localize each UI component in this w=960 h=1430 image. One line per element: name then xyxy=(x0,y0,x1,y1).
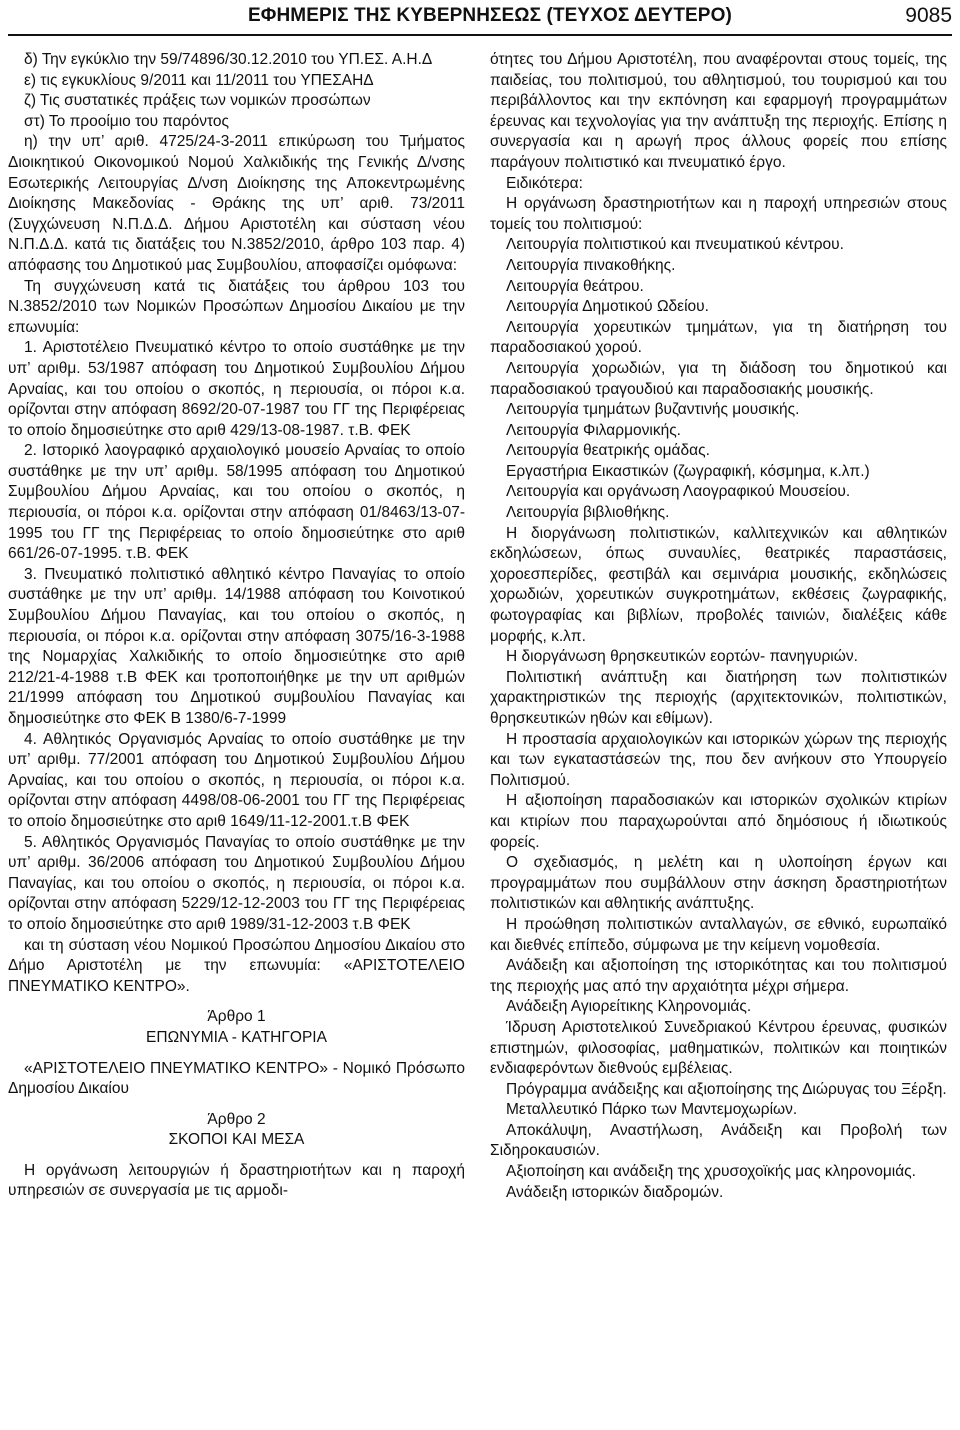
right-column xyxy=(490,50,947,1203)
right-paragraph: Ανάδειξη ιστορικών διαδρομών. xyxy=(506,1183,724,1201)
entity-item-1: 1. Αριστοτέλειο Πνευματικό κέντρο το οποίο συστάθηκε με την υπ’ αριθμ. 53/1987 απόφαση του Δημοτικού Συμβουλίου Δήμου Αρναίας, και του οποίου ο σκοπός, η περιουσία, οι πόροι κ.α. ορίζονται στην απόφαση 8692/20-07-1987 του ΓΓ της Περιφέρειας το οποίο δημοσιεύτηκε στο αριθ 429/13-08-1987. τ.Β. ΦΕΚ xyxy=(8,339,465,439)
page-header xyxy=(0,0,960,40)
right-paragraph: Ίδρυση Αριστοτελικού Συνεδριακού Κέντρου έρευνας, φυσικών επιστημών, φιλοσοφίας, μαθηματικών, πολιτικών και ποιητικών ενδιαφερόντων διεθνούς εμβέλειας. xyxy=(490,1018,947,1078)
right-paragraph: Πολιτιστική ανάπτυξη και διατήρηση των πολιτιστικών χαρακτηριστικών της περιοχής (αρχιτεκτονικών, πολιτιστικών, θρησκευτικών ηθών και εθίμων). xyxy=(490,668,947,727)
article-2-body: Η οργάνωση λειτουργιών ή δραστηριοτήτων και η παροχή υπηρεσιών σε συνεργασία με τις αρμοδι- xyxy=(8,1161,465,1200)
merger-paragraph: Τη συγχώνευση κατά τις διατάξεις του άρθρου 103 του Ν.3852/2010 των Νομικών Προσώπων Δημοσίου Δικαίου με την επωνυμία: xyxy=(8,277,465,336)
clause-h: η) την υπ’ αριθ. 4725/24-3-2011 επικύρωση του Τμήματος Διοικητικού Οικονομικού Νομού Χαλκιδικής της Γενικής Δ/νσης Εσωτερικής Λειτουργίας Δ/νση Διοίκησης της Αποκεντρωμένης Διοίκησης Μακεδονίας - Θράκης της υπ’ αριθ. 73/2011 (Συγχώνευση Ν.Π.Δ.Δ. Δήμου Αριστοτέλη και σύσταση νέου Ν.Π.Δ.Δ. κατά τις διατάξεις του Ν.3852/2010, άρθρο 103 παρ. 4) απόφασης του Δημοτικού μας Συμβουλίου, αποφασίζει ομόφωνα: xyxy=(8,133,465,274)
clause-e: ε) τις εγκυκλίους 9/2011 και 11/2011 του ΥΠΕΣΑΗΔ xyxy=(24,71,374,89)
activity-item: Εργαστήρια Εικαστικών (ζωγραφική, κόσμημα, κ.λπ.) xyxy=(506,462,870,480)
left-column xyxy=(8,50,465,1202)
right-paragraph: Μεταλλευτικό Πάρκο των Μαντεμοχωρίων. xyxy=(506,1101,798,1119)
right-paragraph: Η διοργάνωση πολιτιστικών, καλλιτεχνικών και αθλητικών εκδηλώσεων, όπως συναυλίες, θεατρικές παραστάσεις, χοροεσπερίδες, φεστιβάλ και σεμινάρια μουσικής, εκδηλώσεις χορωδιών, χορευτικών συγκροτημάτων, εκθέσεις ζωγραφικής, φωτογραφίας και βιβλίων, προβολές ταινιών, διαλέξεις κάθε μορφής, κ.λπ. xyxy=(490,524,947,645)
activity-item: Λειτουργία χορευτικών τμημάτων, για τη διατήρηση του παραδοσιακού χορού. xyxy=(490,318,947,357)
activity-item: Λειτουργία πολιτιστικού και πνευματικού κέντρου. xyxy=(506,236,844,254)
clause-z: ζ) Τις συστατικές πράξεις των νομικών προσώπων xyxy=(24,92,371,110)
right-paragraph: Η προστασία αρχαιολογικών και ιστορικών χώρων της περιοχής και των εγκαταστάσεών της, που δεν ανήκουν στο Υπουργείο Πολιτισμού. xyxy=(490,730,947,789)
establishment-paragraph: και τη σύσταση νέου Νομικού Προσώπου Δημοσίου Δικαίου στο Δήμο Αριστοτέλη με την επωνυμία: «ΑΡΙΣΤΟΤΕΛΕΙΟ ΠΝΕΥΜΑΤΙΚΟ ΚΕΝΤΡΟ». xyxy=(8,936,465,995)
activity-item: Λειτουργία θεάτρου. xyxy=(506,277,644,295)
article-2-title: ΣΚΟΠΟΙ ΚΑΙ ΜΕΣΑ xyxy=(168,1131,305,1149)
right-paragraph: Ειδικότερα: xyxy=(506,174,583,192)
activity-item: Λειτουργία τμημάτων βυζαντινής μουσικής. xyxy=(506,401,800,419)
article-1-heading: Άρθρο 1 xyxy=(207,1008,266,1026)
clause-st: στ) Το προοίμιο του παρόντος xyxy=(24,112,229,130)
article-2-heading: Άρθρο 2 xyxy=(207,1110,266,1128)
right-paragraph: Η οργάνωση δραστηριοτήτων και η παροχή υπηρεσιών στους τομείς του πολιτισμού: xyxy=(490,195,947,233)
right-paragraph: Η αξιοποίηση παραδοσιακών και ιστορικών σχολικών κτιρίων και κτιρίων που παραχωρούνται από δημόσιους ή ιδιωτικούς φορείς. xyxy=(490,792,947,851)
right-paragraph: Η διοργάνωση θρησκευτικών εορτών- πανηγυριών. xyxy=(506,648,858,666)
activity-item: Λειτουργία Φιλαρμονικής. xyxy=(506,421,681,439)
entity-item-3: 3. Πνευματικό πολιτιστικό αθλητικό κέντρο Παναγίας το οποίο συστάθηκε με την υπ’ αριθμ. 14/1988 απόφαση του Κοινοτικού Συμβουλίου Δήμου Παναγίας, και του οποίου ο σκοπός, η περιουσία, οι πόροι κ.α. ορίζονται στην απόφαση 3075/16-3-1988 της Νομαρχίας Χαλκιδικής το οποίο δημοσιεύτηκε στο αριθ 212/21-4-1988 τ.Β ΦΕΚ και τροποποιήθηκε με την υπ αριθμών 21/1999 απόφαση του Δημοτικού συμβουλίου Παναγίας και δημοσιεύτηκε στο ΦΕΚ Β 1380/6-7-1999 xyxy=(8,565,465,727)
activity-item: Λειτουργία βιβλιοθήκης. xyxy=(506,504,670,522)
article-1-body: «ΑΡΙΣΤΟΤΕΛΕΙΟ ΠΝΕΥΜΑΤΙΚΟ ΚΕΝΤΡΟ» - Νομικό Πρόσωπο Δημοσίου Δικαίου xyxy=(8,1059,465,1098)
page-number: 9085 xyxy=(905,4,952,27)
gazette-title: ΕΦΗΜΕΡΙΣ ΤΗΣ ΚΥΒΕΡΝΗΣΕΩΣ (ΤΕΥΧΟΣ ΔΕΥΤΕΡΟ) xyxy=(248,5,732,26)
activity-item: Λειτουργία χορωδιών, για τη διάδοση του δημοτικού και παραδοσιακού τραγουδιού και παραδοσιακής μουσικής. xyxy=(490,359,947,398)
activity-item: Λειτουργία θεατρικής ομάδας. xyxy=(506,442,710,460)
right-paragraph: Αξιοποίηση και ανάδειξη της χρυσοχοϊκής μας κληρονομιάς. xyxy=(506,1163,916,1181)
right-paragraph: Πρόγραμμα ανάδειξης και αξιοποίησης της Διώρυγας του Ξέρξη. xyxy=(506,1080,947,1098)
right-paragraph: Ανάδειξη Αγιορείτικης Κληρονομιάς. xyxy=(506,998,752,1016)
right-paragraph: Αποκάλυψη, Αναστήλωση, Ανάδειξη και Προβολή των Σιδηροκαυσιών. xyxy=(490,1121,947,1160)
activity-item: Λειτουργία πινακοθήκης. xyxy=(506,256,676,274)
activity-item: Λειτουργία Δημοτικού Ωδείου. xyxy=(506,298,709,316)
article-1-title: ΕΠΩΝΥΜΙΑ - ΚΑΤΗΓΟΡΙΑ xyxy=(146,1028,327,1046)
right-paragraph: Ανάδειξη και αξιοποίηση της ιστορικότητας και του πολιτισμού της περιοχής μας από την αρχαιότητα μέχρι σήμερα. xyxy=(490,957,947,995)
right-paragraph: Η προώθηση πολιτιστικών ανταλλαγών, σε εθνικό, ευρωπαϊκό και διεθνές επίπεδο, σύμφωνα με την κείμενη νομοθεσία. xyxy=(490,915,947,954)
entity-item-5: 5. Αθλητικός Οργανισμός Παναγίας το οποίο συστάθηκε με την υπ’ αριθμ. 36/2006 απόφαση του Δημοτικού Συμβουλίου Δήμου Παναγίας, και του οποίου ο σκοπός, η περιουσία, οι πόροι κ.α. ορίζονται στην απόφαση 5229/12-12-2003 του ΓΓ της Περιφέρειας το οποίο δημοσιεύτηκε στο αριθ 1989/31-12-2003 τ.Β ΦΕΚ xyxy=(8,833,465,933)
clause-d: δ) Την εγκύκλιο την 59/74896/30.12.2010 του ΥΠ.ΕΣ. Α.Η.Δ xyxy=(24,51,433,68)
entity-item-4: 4. Αθλητικός Οργανισμός Αρναίας το οποίο συστάθηκε με την υπ’ αριθμ. 77/2001 απόφαση του Δημοτικού Συμβουλίου Δήμου Αρναίας, και του οποίου ο σκοπός, η περιουσία, οι πόροι κ.α. ορίζονται στην απόφαση 4498/08-06-2001 του ΓΓ της Περιφέρειας το οποίο δημοσιεύτηκε στο αριθ 1649/11-12-2001.τ.Β ΦΕΚ xyxy=(8,730,465,830)
header-divider xyxy=(8,34,952,36)
entity-item-2: 2. Ιστορικό λαογραφικό αρχαιολογικό μουσείο Αρναίας το οποίο συστάθηκε με την υπ’ αριθμ. 58/1995 απόφαση του Δημοτικού Συμβουλίου Δήμου Αρναίας, και του οποίου ο σκοπός, η περιουσία, οι πόροι κ.α. ορίζονται στην απόφαση 01/8463/13-07-1995 του ΓΓ της Περιφέρειας το οποίο δημοσιεύτηκε στο αριθ 661/26-07-1995. τ.Β. ΦΕΚ xyxy=(8,442,465,563)
right-paragraph: ότητες του Δήμου Αριστοτέλη, που αναφέρονται στους τομείς, της παιδείας, του πολιτισμού, του αθλητισμού, του τουρισμού και του περιβάλλοντος και την εκπόνηση και εφαρμογή προγραμμάτων έρευνας και τεχνολογίας για την ανάπτυξη της περιοχής. Επίσης η συνεργασία και η αρωγή προς άλλους φορείς που επίσης παράγουν πολιτιστικό και πνευματικό έργο. xyxy=(490,51,947,171)
right-paragraph: Ο σχεδιασμός, η μελέτη και η υλοποίηση έργων και προγραμμάτων που συμβάλλουν στην άσκηση δραστηριοτήτων πολιτιστικών και αθλητικής ανάπτυξης. xyxy=(490,854,947,913)
activity-item: Λειτουργία και οργάνωση Λαογραφικού Μουσείου. xyxy=(506,483,851,501)
